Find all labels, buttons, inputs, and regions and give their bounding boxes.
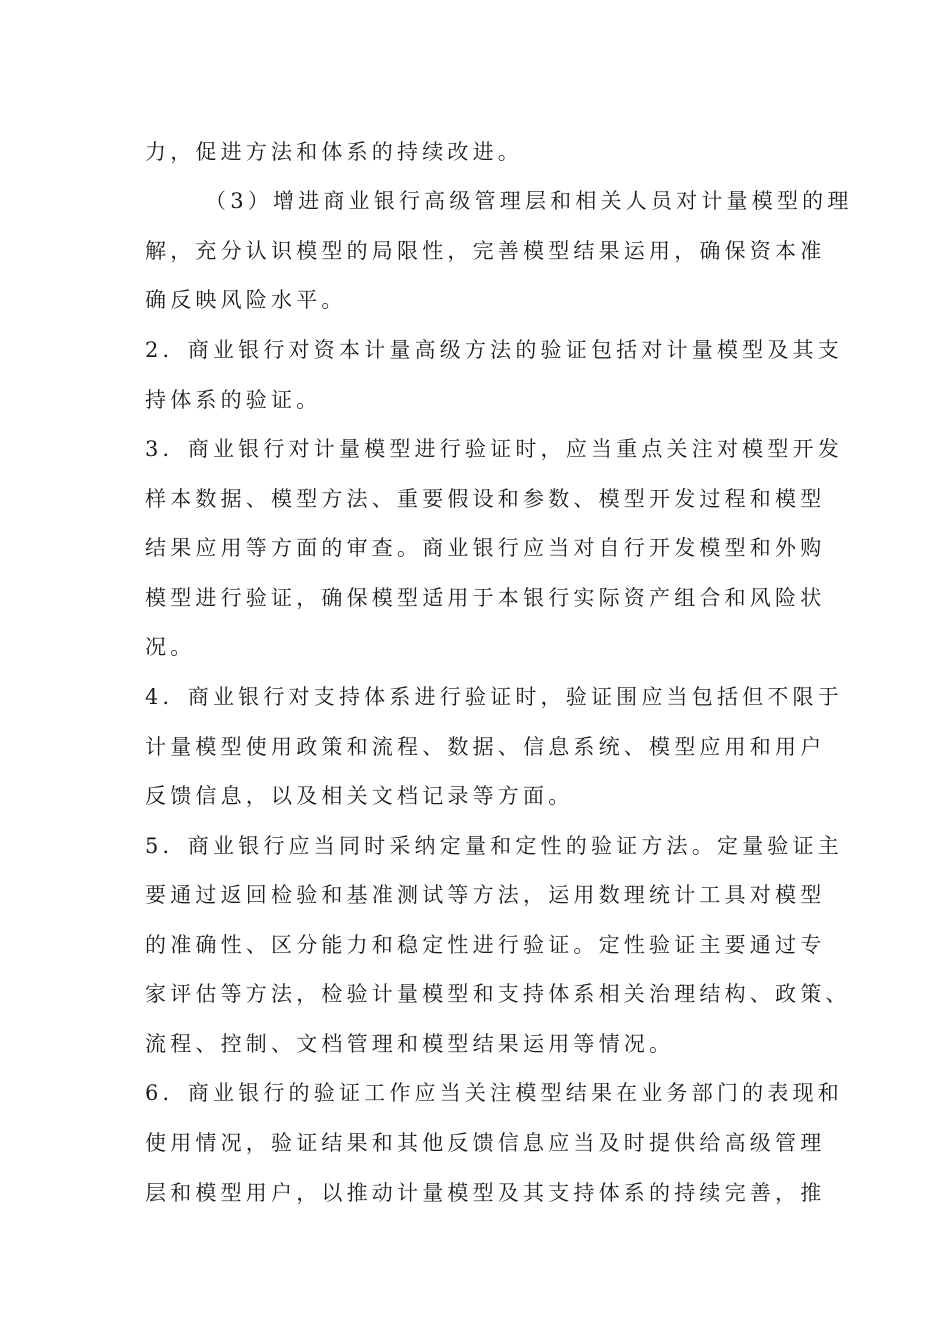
text-line: 结果应用等方面的审查。商业银行应当对自行开发模型和外购 [145,536,826,560]
text-line: 流程、控制、文档管理和模型结果运用等情况。 [145,1032,675,1056]
text-line: 况。 [145,635,196,659]
text-line: 5．商业银行应当同时采纳定量和定性的验证方法。定量验证主 [145,834,843,858]
text-line: 确反映风险水平。 [145,288,347,312]
text-line: 计量模型使用政策和流程、数据、信息系统、模型应用和用户 [145,735,826,759]
text-line: 3．商业银行对计量模型进行验证时，应当重点关注对模型开发 [145,437,843,461]
text-line: 4．商业银行对支持体系进行验证时，验证围应当包括但不限于 [145,685,843,709]
text-line: 模型进行验证，确保模型适用于本银行实际资产组合和风险状 [145,586,826,610]
text-line: 样本数据、模型方法、重要假设和参数、模型开发过程和模型 [145,487,826,511]
text-line: 的准确性、区分能力和稳定性进行验证。定性验证主要通过专 [145,933,826,957]
text-line: 使用情况，验证结果和其他反馈信息应当及时提供给高级管理 [145,1131,826,1155]
text-line: 解，充分认识模型的局限性，完善模型结果运用，确保资本准 [145,239,826,263]
text-line: 力，促进方法和体系的持续改进。 [145,140,523,164]
text-line: 6．商业银行的验证工作应当关注模型结果在业务部门的表现和 [145,1081,843,1105]
text-line: 层和模型用户，以推动计量模型及其支持体系的持续完善，推 [145,1181,826,1205]
text-line: 要通过返回检验和基准测试等方法，运用数理统计工具对模型 [145,883,826,907]
text-line: 持体系的验证。 [145,388,322,412]
text-line: 反馈信息，以及相关文档记录等方面。 [145,784,574,808]
text-line: 2．商业银行对资本计量高级方法的验证包括对计量模型及其支 [145,338,843,362]
text-line: （3）增进商业银行高级管理层和相关人员对计量模型的理 [205,189,853,213]
text-line: 家评估等方法，检验计量模型和支持体系相关治理结构、政策、 [145,982,851,1006]
